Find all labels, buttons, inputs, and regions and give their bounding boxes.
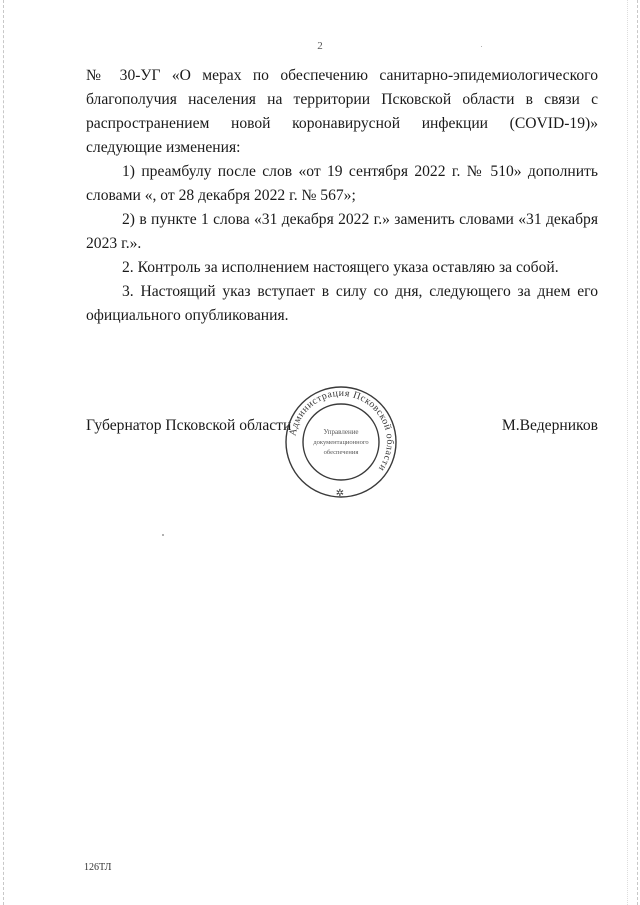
document-footer-code: 126ТЛ xyxy=(84,862,112,873)
paragraph-control: 2. Контроль за исполнением настоящего указа оставляю за собой. xyxy=(122,259,559,276)
paragraph-item-1: 1) преамбулу после слов «от 19 сентября 2022 г. № 510» дополнить словами «, от 28 декабря 2022 г. № 567»; xyxy=(86,163,598,204)
paragraph-intro: № 30-УГ «О мерах по обеспечению санитарно-эпидемиологического благополучия населения на территории Псковской области в связи с распространением новой коронавирусной инфекции (COVID-19)» следующие изменения: xyxy=(86,67,598,156)
document-body xyxy=(86,64,598,328)
official-seal-stamp xyxy=(283,384,399,500)
signatory-title: Губернатор Псковской области xyxy=(86,417,292,434)
scan-edge-right xyxy=(635,0,638,905)
scan-speck xyxy=(162,534,164,536)
paragraph-item-2: 2) в пункте 1 слова «31 декабря 2022 г.» заменить словами «31 декабря 2023 г.». xyxy=(86,211,598,252)
signatory-name: М.Ведерников xyxy=(501,417,598,434)
seal-inner-line-3: обеспечения xyxy=(323,449,359,456)
scan-speck xyxy=(481,46,482,47)
seal-inner-line-2: документационного xyxy=(313,439,369,446)
page-number: 2 xyxy=(317,40,323,52)
seal-outer-text: Администрация Псковской области xyxy=(287,387,396,474)
seal-star-icon: ✲ xyxy=(335,488,345,499)
paragraph-effective: 3. Настоящий указ вступает в силу со дня, следующего за днем его официального опубликования. xyxy=(86,283,598,324)
scan-edge-right-inner xyxy=(627,0,628,905)
seal-inner-line-1: Управление xyxy=(323,428,359,436)
scan-edge-left xyxy=(3,0,6,905)
